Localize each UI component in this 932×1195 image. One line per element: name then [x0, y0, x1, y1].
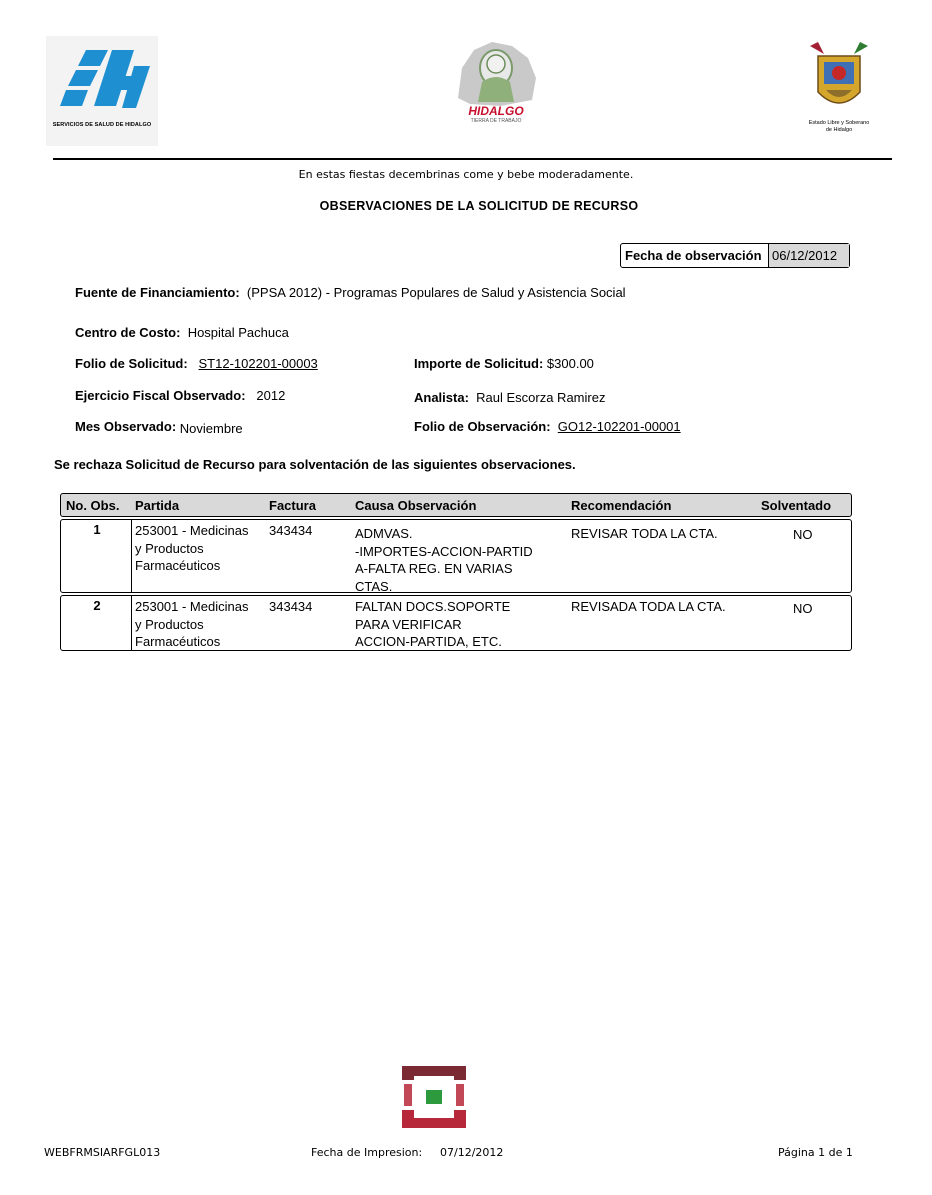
estado-caption-line-1: Estado Libre y Soberano [808, 120, 870, 126]
solventado-cell: NO [793, 601, 813, 616]
analista-value: Raul Escorza Ramirez [476, 390, 606, 405]
fuente-label: Fuente de Financiamiento: [75, 285, 240, 300]
hidalgo-logo-slogan: TIERRA DE TRABAJO [470, 118, 522, 124]
ssh-logo-mark-icon [46, 36, 158, 122]
partida-line: y Productos [135, 540, 204, 556]
folio-solicitud [75, 356, 318, 371]
obs-number: 2 [93, 598, 101, 613]
obs-number: 1 [93, 522, 101, 537]
page-title: OBSERVACIONES DE LA SOLICITUD DE RECURSO [319, 199, 639, 213]
importe-solicitud [414, 356, 594, 371]
hidalgo-map-portrait-icon [440, 38, 552, 108]
causa-line: CTAS. [355, 578, 393, 594]
page-number: Página 1 de 1 [778, 1146, 853, 1159]
ejercicio-value: 2012 [256, 388, 286, 403]
causa-cell [355, 525, 533, 595]
recomendacion-cell: REVISADA TODA LA CTA. [571, 599, 726, 614]
holiday-notice: En estas fiestas decembrinas come y bebe moderadamente. [298, 168, 634, 181]
form-code: WEBFRMSIARFGL013 [44, 1146, 161, 1159]
hidalgo-logo-name: HIDALGO [468, 104, 524, 118]
hidalgo-logo [440, 38, 552, 146]
centro-label: Centro de Costo: [75, 325, 181, 340]
partida-line: Farmacéuticos [135, 558, 221, 573]
causa-line: -IMPORTES-ACCION-PARTID [355, 543, 533, 559]
folio-solicitud-label: Folio de Solicitud: [75, 356, 188, 371]
print-date-value: 07/12/2012 [440, 1146, 504, 1159]
partida-line: y Productos [135, 616, 204, 632]
partida-line: 253001 - Medicinas [135, 523, 249, 538]
col-header-no-obs: No. Obs. [66, 498, 120, 513]
footer-logo [402, 1066, 466, 1128]
causa-line: A-FALTA REG. EN VARIAS [355, 561, 513, 576]
fecha-observacion-value: 06/12/2012 [768, 244, 849, 267]
col-header-partida: Partida [135, 498, 180, 513]
folio-observacion-link[interactable]: GO12-102201-00001 [557, 419, 681, 434]
ssh-logo [46, 36, 158, 146]
causa-cell [355, 598, 510, 651]
fuente-financiamiento [75, 285, 626, 300]
importe-label: Importe de Solicitud: [414, 356, 544, 371]
ejercicio-label: Ejercicio Fiscal Observado: [75, 388, 246, 403]
fecha-observacion-box [620, 243, 850, 268]
causa-line: FALTAN DOCS.SOPORTE [355, 599, 511, 614]
factura-cell: 343434 [269, 523, 313, 538]
observations-table-header [60, 493, 852, 517]
ssh-logo-caption: SERVICIOS DE SALUD DE HIDALGO [52, 122, 152, 128]
folio-obs-label: Folio de Observación: [414, 419, 551, 434]
recomendacion-cell: REVISAR TODA LA CTA. [571, 526, 718, 541]
estado-logo-caption [804, 120, 874, 134]
table-row [60, 519, 852, 593]
partida-cell [135, 598, 248, 651]
mes-value: Noviembre [179, 421, 243, 436]
partida-cell [135, 522, 248, 575]
estado-escudo-logo [804, 40, 874, 144]
centro-value: Hospital Pachuca [187, 325, 289, 340]
coat-of-arms-icon [804, 40, 874, 118]
col-header-causa: Causa Observación [355, 498, 477, 513]
folio-observacion [414, 419, 681, 434]
folio-solicitud-link[interactable]: ST12-102201-00003 [198, 356, 318, 371]
mes-label: Mes Observado: [75, 419, 177, 434]
causa-line: ACCION-PARTIDA, ETC. [355, 634, 502, 649]
ejercicio-fiscal [75, 388, 285, 403]
col-header-recomendacion: Recomendación [571, 498, 672, 513]
centro-costo [75, 325, 289, 340]
partida-line: Farmacéuticos [135, 634, 221, 649]
analista [414, 390, 605, 405]
causa-line: ADMVAS. [355, 526, 413, 541]
factura-cell: 343434 [269, 599, 313, 614]
solventado-cell: NO [793, 527, 813, 542]
table-row [60, 595, 852, 651]
print-date-label: Fecha de Impresion: [311, 1146, 423, 1159]
causa-line: PARA VERIFICAR [355, 616, 462, 632]
importe-value: $300.00 [546, 356, 594, 371]
col-header-solventado: Solventado [761, 498, 832, 513]
col-header-factura: Factura [269, 498, 316, 513]
fecha-observacion-label: Fecha de observación [625, 248, 762, 263]
partida-line: 253001 - Medicinas [135, 599, 249, 614]
header-divider [53, 158, 892, 160]
reject-statement: Se rechaza Solicitud de Recurso para solventación de las siguientes observaciones. [54, 457, 576, 472]
mes-observado [75, 419, 243, 434]
footer-emblem-icon [402, 1066, 466, 1128]
fuente-value: (PPSA 2012) - Programas Populares de Salud y Asistencia Social [246, 285, 626, 300]
analista-label: Analista: [414, 390, 469, 405]
estado-caption-line-2: de Hidalgo [825, 127, 853, 133]
